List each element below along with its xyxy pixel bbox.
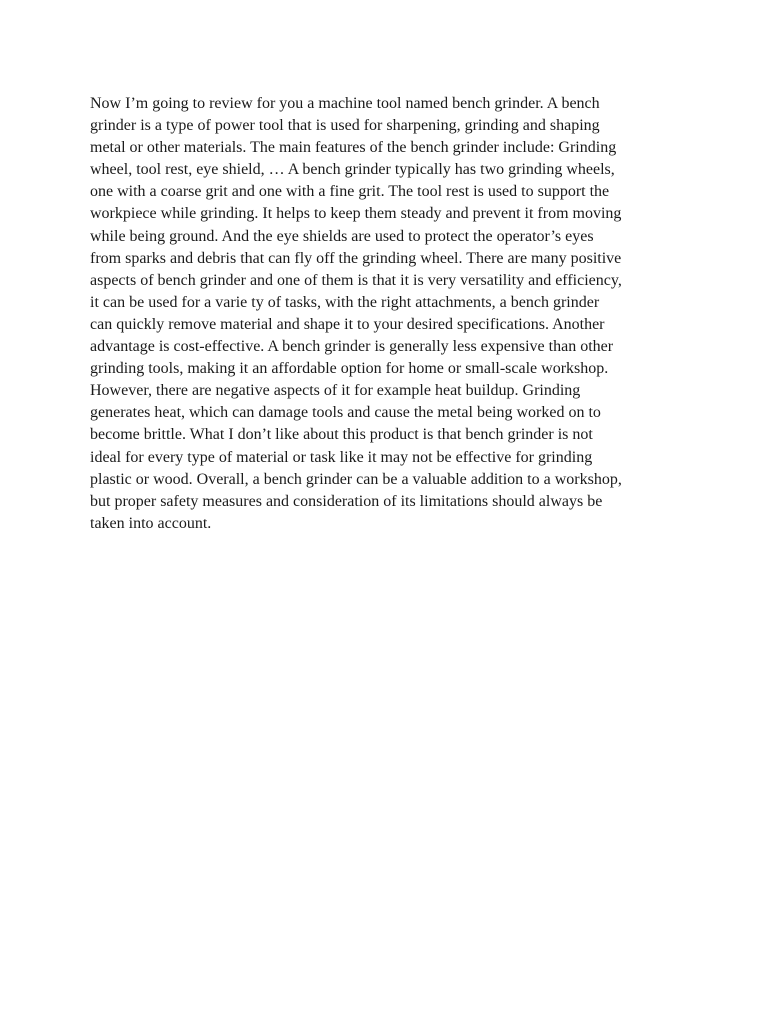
paragraph-line-2: grinder is a type of power tool that is used for sharpening, grinding and shaping — [90, 117, 600, 135]
paragraph-line-17: ideal for every type of material or task like it may not be effective for grinding — [90, 448, 593, 466]
paragraph-line-8: from sparks and debris that can fly off the grinding wheel. There are many positive — [90, 249, 622, 267]
paragraph-line-16: become brittle. What I don’t like about this product is that bench grinder is not — [90, 426, 593, 444]
paragraph-line-6: workpiece while grinding. It helps to keep them steady and prevent it from moving — [90, 205, 622, 223]
paragraph-line-14: However, there are negative aspects of it for example heat buildup. Grinding — [90, 382, 581, 400]
paragraph-line-20: taken into account. — [90, 514, 212, 532]
paragraph-line-7: while being ground. And the eye shields are used to protect the operator’s eyes — [90, 227, 594, 245]
paragraph-line-19: but proper safety measures and consideration of its limitations should always be — [90, 492, 603, 510]
paragraph-line-9: aspects of bench grinder and one of them is that it is very versatility and efficiency, — [90, 271, 622, 289]
paragraph-line-5: one with a coarse grit and one with a fine grit. The tool rest is used to support the — [90, 183, 610, 201]
body-paragraph — [90, 93, 690, 535]
paragraph-line-12: advantage is cost-effective. A bench grinder is generally less expensive than other — [90, 338, 614, 356]
paragraph-line-10: it can be used for a varie ty of tasks, with the right attachments, a bench grinder — [90, 293, 600, 311]
paragraph-line-3: metal or other materials. The main features of the bench grinder include: Grinding — [90, 139, 617, 157]
paragraph-line-11: can quickly remove material and shape it to your desired specifications. Another — [90, 315, 605, 333]
paragraph-line-4: wheel, tool rest, eye shield, … A bench grinder typically has two grinding wheels, — [90, 161, 615, 179]
paragraph-line-1: Now I’m going to review for you a machine tool named bench grinder. A bench — [90, 95, 600, 112]
paragraph-line-15: generates heat, which can damage tools and cause the metal being worked on to — [90, 404, 601, 422]
paragraph-line-18: plastic or wood. Overall, a bench grinder can be a valuable addition to a workshop, — [90, 470, 622, 488]
paragraph-line-13: grinding tools, making it an affordable option for home or small-scale workshop. — [90, 360, 609, 378]
